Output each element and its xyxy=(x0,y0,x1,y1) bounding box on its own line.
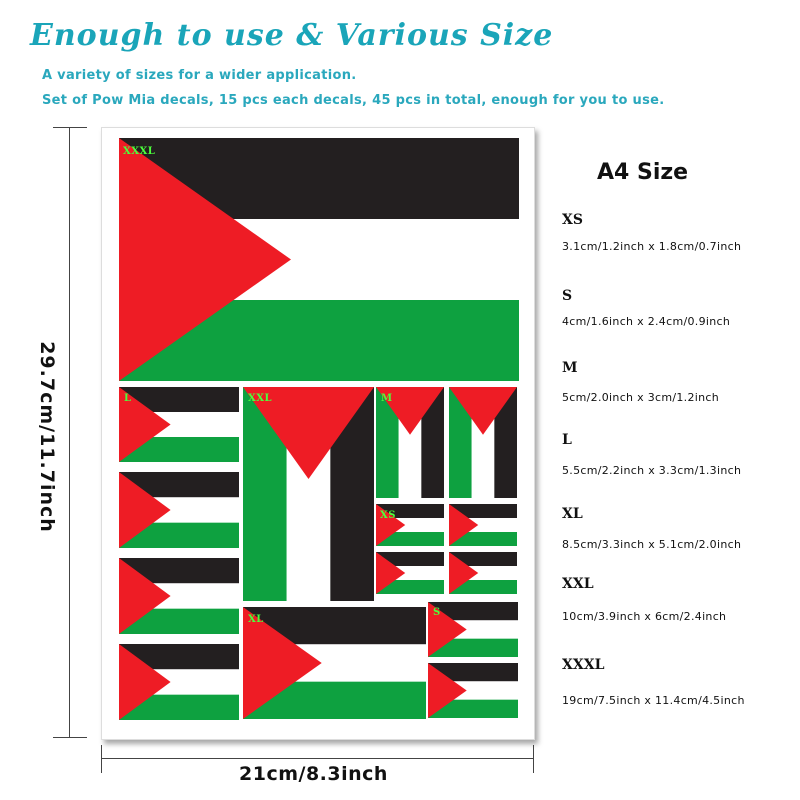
flag-decal-xxl-vertical xyxy=(243,387,374,601)
size-tag-l: L xyxy=(124,393,132,404)
flag-decal-l-4 xyxy=(119,644,239,720)
size-tag-xs: XS xyxy=(380,510,396,521)
height-label: 29.7cm/11.7inch xyxy=(36,341,58,533)
size-tag-xxl: XXL xyxy=(248,393,273,404)
size-dims-xxxl: 19cm/7.5inch x 11.4cm/4.5inch xyxy=(562,694,745,707)
flag-decal-xs-2 xyxy=(449,504,517,546)
size-tag-xxxl: XXXL xyxy=(123,146,156,157)
size-name-xl: XL xyxy=(562,506,583,522)
flag-decal-xs-3 xyxy=(376,552,444,594)
flag-decal-xxxl xyxy=(119,138,519,381)
subtitle-line-1: A variety of sizes for a wider application. xyxy=(42,68,357,83)
flag-decal-s-2 xyxy=(428,663,518,718)
size-name-xxl: XXL xyxy=(562,576,594,592)
headline: Enough to use & Various Size xyxy=(30,18,554,53)
subtitle-line-2: Set of Pow Mia decals, 15 pcs each decals, 45 pcs in total, enough for you to use. xyxy=(42,93,665,108)
flag-decal-xs-4 xyxy=(449,552,517,594)
flag-decal-s-1 xyxy=(428,602,518,657)
size-name-m: M xyxy=(562,360,578,376)
width-dimension-tick-right xyxy=(533,745,534,773)
width-dimension-tick-left xyxy=(101,745,102,773)
size-tag-s: S xyxy=(433,607,441,618)
width-label: 21cm/8.3inch xyxy=(239,763,388,785)
size-name-l: L xyxy=(562,432,572,448)
size-dims-s: 4cm/1.6inch x 2.4cm/0.9inch xyxy=(562,315,731,328)
size-dims-m: 5cm/2.0inch x 3cm/1.2inch xyxy=(562,391,720,404)
decal-sheet xyxy=(101,127,535,740)
flag-decal-l-3 xyxy=(119,558,239,634)
size-name-s: S xyxy=(562,288,573,304)
size-dims-xl: 8.5cm/3.3inch x 5.1cm/2.0inch xyxy=(562,538,742,551)
size-dims-xs: 3.1cm/1.2inch x 1.8cm/0.7inch xyxy=(562,240,742,253)
flag-decal-xl xyxy=(243,607,426,719)
size-dims-xxl: 10cm/3.9inch x 6cm/2.4inch xyxy=(562,610,727,623)
size-tag-m: M xyxy=(381,393,393,404)
flag-decal-m-vertical-2 xyxy=(449,387,517,498)
size-dims-l: 5.5cm/2.2inch x 3.3cm/1.3inch xyxy=(562,464,742,477)
flag-decal-l-1 xyxy=(119,387,239,462)
size-chart-title: A4 Size xyxy=(597,160,689,185)
size-name-xs: XS xyxy=(562,212,583,228)
height-dimension-line xyxy=(69,128,70,737)
height-dimension-tick-top xyxy=(53,127,87,128)
height-dimension-tick-bottom xyxy=(53,737,87,738)
flag-decal-l-2 xyxy=(119,472,239,548)
size-name-xxxl: XXXL xyxy=(562,657,605,673)
size-tag-xl: XL xyxy=(248,614,264,625)
width-dimension-line xyxy=(101,758,533,759)
